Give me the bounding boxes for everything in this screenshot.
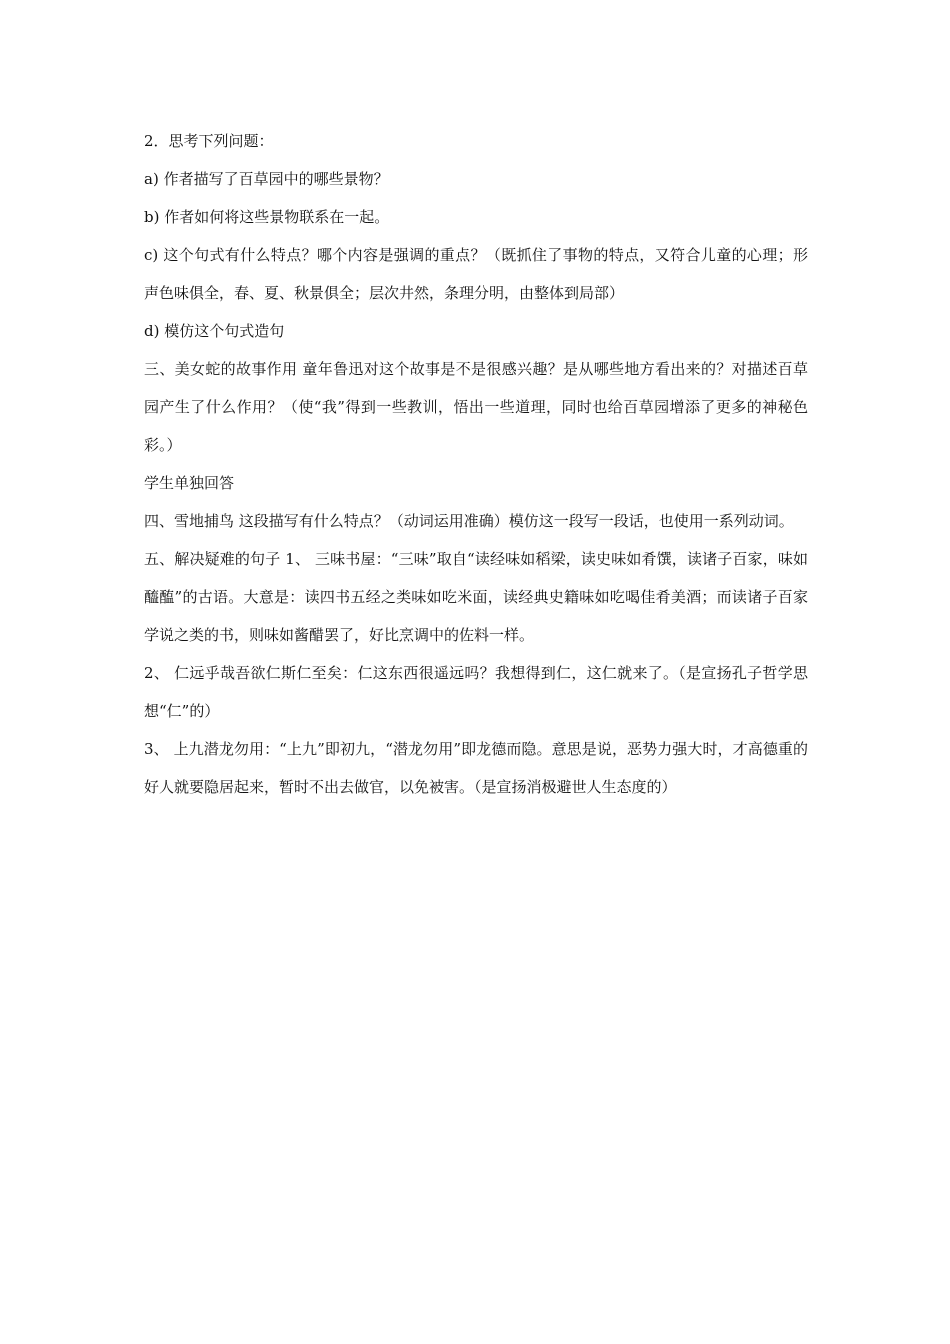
question-c: c) 这个句式有什么特点？哪个内容是强调的重点？（既抓住了事物的特点，又符合儿童的心理；形声色味俱全，春、夏、秋景俱全；层次井然，条理分明，由整体到局部） [144,246,808,302]
sentence-two: 2、 仁远乎哉吾欲仁斯仁至矣：仁这东西很遥远吗？我想得到仁，这仁就来了。（是宣扬孔子哲学思想“仁”的） [144,664,808,720]
question-d: d) 模仿这个句式造句 [144,322,285,340]
document-body [144,122,808,806]
question-b: b) 作者如何将这些景物联系在一起。 [144,208,390,226]
question-heading: 2．思考下列问题： [144,132,274,150]
section-five: 五、解决疑难的句子 1、 三味书屋：“三味”取自“读经味如稻梁，读史味如肴馔，读诸子百家，味如醯醢”的古语。大意是：读四书五经之类味如吃米面，读经典史籍味如吃喝佳肴美酒；而读诸子百家学说之类的书，则味如酱醋罢了，好比烹调中的佐料一样。 [144,550,808,644]
section-four: 四、雪地捕鸟 这段描写有什么特点？（动词运用准确）模仿这一段写一段话，也使用一系列动词。 [144,512,794,530]
section-three: 三、美女蛇的故事作用 童年鲁迅对这个故事是不是很感兴趣？是从哪些地方看出来的？对描述百草园产生了什么作用？（使“我”得到一些教训，悟出一些道理，同时也给百草园增添了更多的神秘色彩。） [144,360,808,454]
question-a: a) 作者描写了百草园中的哪些景物？ [144,170,389,188]
sentence-three: 3、 上九潜龙勿用：“上九”即初九，“潜龙勿用”即龙德而隐。意思是说，恶势力强大时，才高德重的好人就要隐居起来，暂时不出去做官，以免被害。（是宣扬消极避世人生态度的） [144,740,808,796]
student-answer-note: 学生单独回答 [144,474,235,492]
